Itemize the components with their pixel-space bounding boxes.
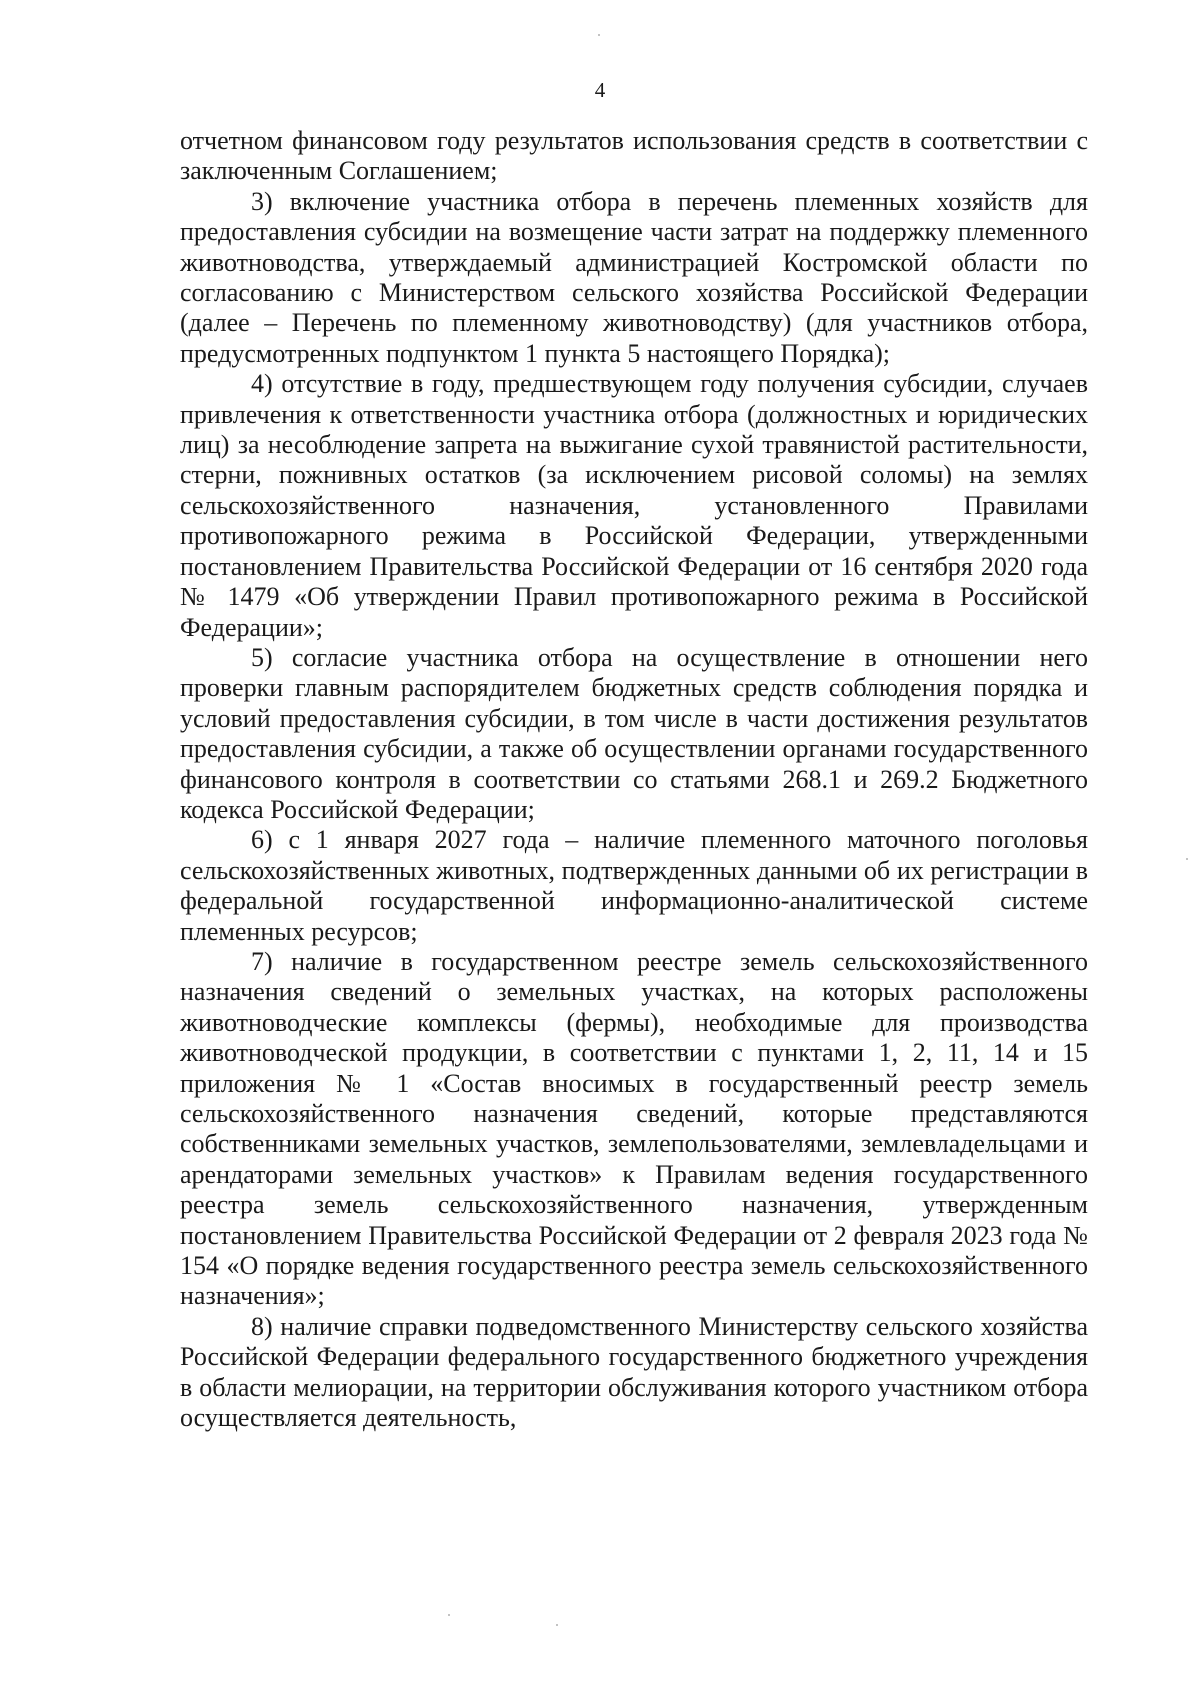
paragraph-item-4: 4) отсутствие в году, предшествующем году получения субсидии, случаев привлечения к ответственности участника отбора (должностных и юридических лиц) за несоблюдение запрета на выжигание сухой травянистой растительности, стерни, пожнивных остатков (за исключением рисовой соломы) на землях сельскохозяйственного назначения, установленного Правилами противопожарного режима в Российской Федерации, утвержденными постановлением Правительства Российской Федерации от 16 сентября 2020 года № 1479 «Об утверждении Правил противопожарного режима в Российской Федерации»; xyxy=(180,369,1088,642)
paragraph-item-5: 5) согласие участника отбора на осуществление в отношении него проверки главным распорядителем бюджетных средств соблюдения порядка и условий предоставления субсидии, в том числе в части достижения результатов предоставления субсидии, а также об осуществлении органами государственного финансового контроля в соответствии со статьями 268.1 и 269.2 Бюджетного кодекса Российской Федерации; xyxy=(180,642,1088,824)
paragraph-item-7: 7) наличие в государственном реестре земель сельскохозяйственного назначения сведений о земельных участках, на которых расположены животноводческие комплексы (фермы), необходимые для производства животноводческой продукции, в соответствии с пунктами 1, 2, 11, 14 и 15 приложения № 1 «Состав вносимых в государственный реестр земель сельскохозяйственного назначения сведений, которые представляются собственниками земельных участков, землепользователями, землевладельцами и арендаторами земельных участков» к Правилам ведения государственного реестра земель сельскохозяйственного назначения, утвержденным постановлением Правительства Российской Федерации от 2 февраля 2023 года № 154 «О порядке ведения государственного реестра земель сельскохозяйственного назначения»; xyxy=(180,946,1088,1311)
document-body xyxy=(180,126,1088,1433)
scan-speck xyxy=(1186,858,1188,860)
scan-speck xyxy=(556,1624,558,1626)
scan-speck xyxy=(448,1614,450,1616)
paragraph-item-8: 8) наличие справки подведомственного Министерству сельского хозяйства Российской Федерации федерального государственного бюджетного учреждения в области мелиорации, на территории обслуживания которого участником отбора осуществляется деятельность, xyxy=(180,1311,1088,1433)
paragraph-item-6: 6) с 1 января 2027 года – наличие племенного маточного поголовья сельскохозяйственных животных, подтвержденных данными об их регистрации в федеральной государственной информационно-аналитической системе племенных ресурсов; xyxy=(180,825,1088,946)
page-number: 4 xyxy=(594,78,606,102)
paragraph-continuation: отчетном финансовом году результатов использования средств в соответствии с заключенным Соглашением; xyxy=(180,126,1088,186)
paragraph-item-3: 3) включение участника отбора в перечень племенных хозяйств для предоставления субсидии на возмещение части затрат на поддержку племенного животноводства, утверждаемый администрацией Костромской области по согласованию с Министерством сельского хозяйства Российской Федерации (далее – Перечень по племенному животноводству) (для участников отбора, предусмотренных подпунктом 1 пункта 5 настоящего Порядка); xyxy=(180,186,1088,368)
scan-speck xyxy=(598,34,600,36)
